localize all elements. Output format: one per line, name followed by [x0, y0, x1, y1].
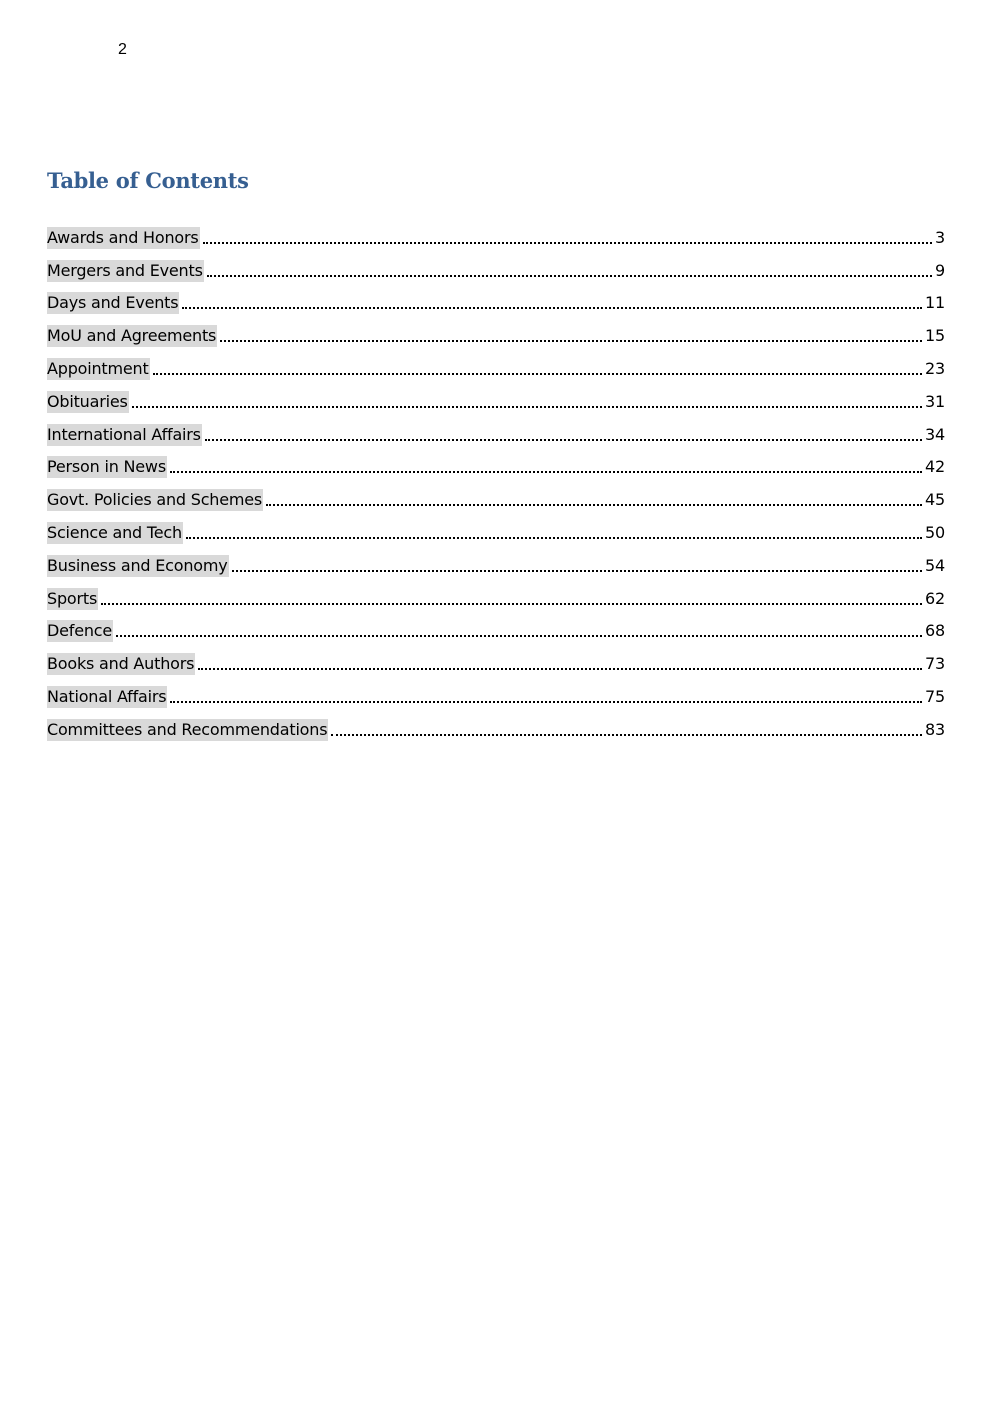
toc-entry-page: 3 [935, 227, 945, 247]
dot-leader [116, 635, 922, 637]
dot-leader [207, 275, 932, 277]
toc-entry-page: 50 [925, 522, 945, 542]
dot-leader [198, 668, 922, 670]
toc-entry-label: Awards and Honors [47, 227, 199, 247]
toc-entry-page: 9 [935, 260, 945, 280]
toc-entry-obituaries[interactable] [47, 380, 945, 413]
toc-entry-mergers-and-events[interactable] [47, 249, 945, 282]
toc-entry-business-and-economy[interactable] [47, 544, 945, 577]
toc-entry-international-affairs[interactable] [47, 413, 945, 446]
toc-entry-page: 42 [925, 457, 945, 477]
toc-entry-page: 68 [925, 621, 945, 641]
toc-list [47, 216, 945, 741]
toc-entry-label: Days and Events [47, 293, 179, 313]
toc-entry-page: 54 [925, 555, 945, 575]
dot-leader [182, 307, 922, 309]
toc-entry-label: Books and Authors [47, 654, 195, 674]
dot-leader [203, 242, 932, 244]
dot-leader [170, 701, 922, 703]
toc-entry-person-in-news[interactable] [47, 446, 945, 479]
toc-entry-appointment[interactable] [47, 347, 945, 380]
toc-entry-label: Sports [47, 588, 98, 608]
toc-entry-science-and-tech[interactable] [47, 511, 945, 544]
page-number: 2 [118, 41, 127, 58]
toc-entry-defence[interactable] [47, 610, 945, 643]
toc-entry-label: Committees and Recommendations [47, 719, 328, 739]
toc-entry-label: Person in News [47, 457, 166, 477]
toc-entry-page: 45 [925, 490, 945, 510]
toc-entry-label: Obituaries [47, 391, 128, 411]
toc-entry-label: Appointment [47, 358, 149, 378]
toc-title: Table of Contents [47, 168, 249, 193]
toc-entry-national-affairs[interactable] [47, 675, 945, 708]
toc-entry-label: Govt. Policies and Schemes [47, 490, 263, 510]
dot-leader [331, 734, 922, 736]
dot-leader [101, 603, 922, 605]
toc-entry-label: Science and Tech [47, 522, 182, 542]
toc-entry-page: 83 [925, 719, 945, 739]
toc-entry-page: 15 [925, 326, 945, 346]
dot-leader [220, 340, 922, 342]
toc-entry-days-and-events[interactable] [47, 282, 945, 315]
toc-entry-mou-and-agreements[interactable] [47, 314, 945, 347]
dot-leader [205, 439, 922, 441]
toc-entry-label: National Affairs [47, 686, 167, 706]
toc-entry-label: International Affairs [47, 424, 201, 444]
toc-entry-govt-policies-and-schemes[interactable] [47, 478, 945, 511]
toc-entry-page: 31 [925, 391, 945, 411]
toc-entry-label: Defence [47, 621, 113, 641]
toc-entry-sports[interactable] [47, 577, 945, 610]
toc-entry-label: Business and Economy [47, 555, 228, 575]
toc-entry-page: 73 [925, 654, 945, 674]
dot-leader [170, 471, 922, 473]
toc-entry-page: 34 [925, 424, 945, 444]
toc-entry-page: 23 [925, 358, 945, 378]
dot-leader [132, 406, 922, 408]
toc-entry-page: 11 [925, 293, 945, 313]
dot-leader [186, 537, 922, 539]
toc-entry-label: Mergers and Events [47, 260, 203, 280]
toc-entry-books-and-authors[interactable] [47, 642, 945, 675]
dot-leader [153, 373, 922, 375]
toc-entry-awards-and-honors[interactable] [47, 216, 945, 249]
toc-entry-label: MoU and Agreements [47, 326, 217, 346]
dot-leader [266, 504, 922, 506]
toc-entry-page: 75 [925, 686, 945, 706]
toc-entry-committees-and-recommendations[interactable] [47, 708, 945, 741]
dot-leader [232, 570, 923, 572]
toc-entry-page: 62 [925, 588, 945, 608]
